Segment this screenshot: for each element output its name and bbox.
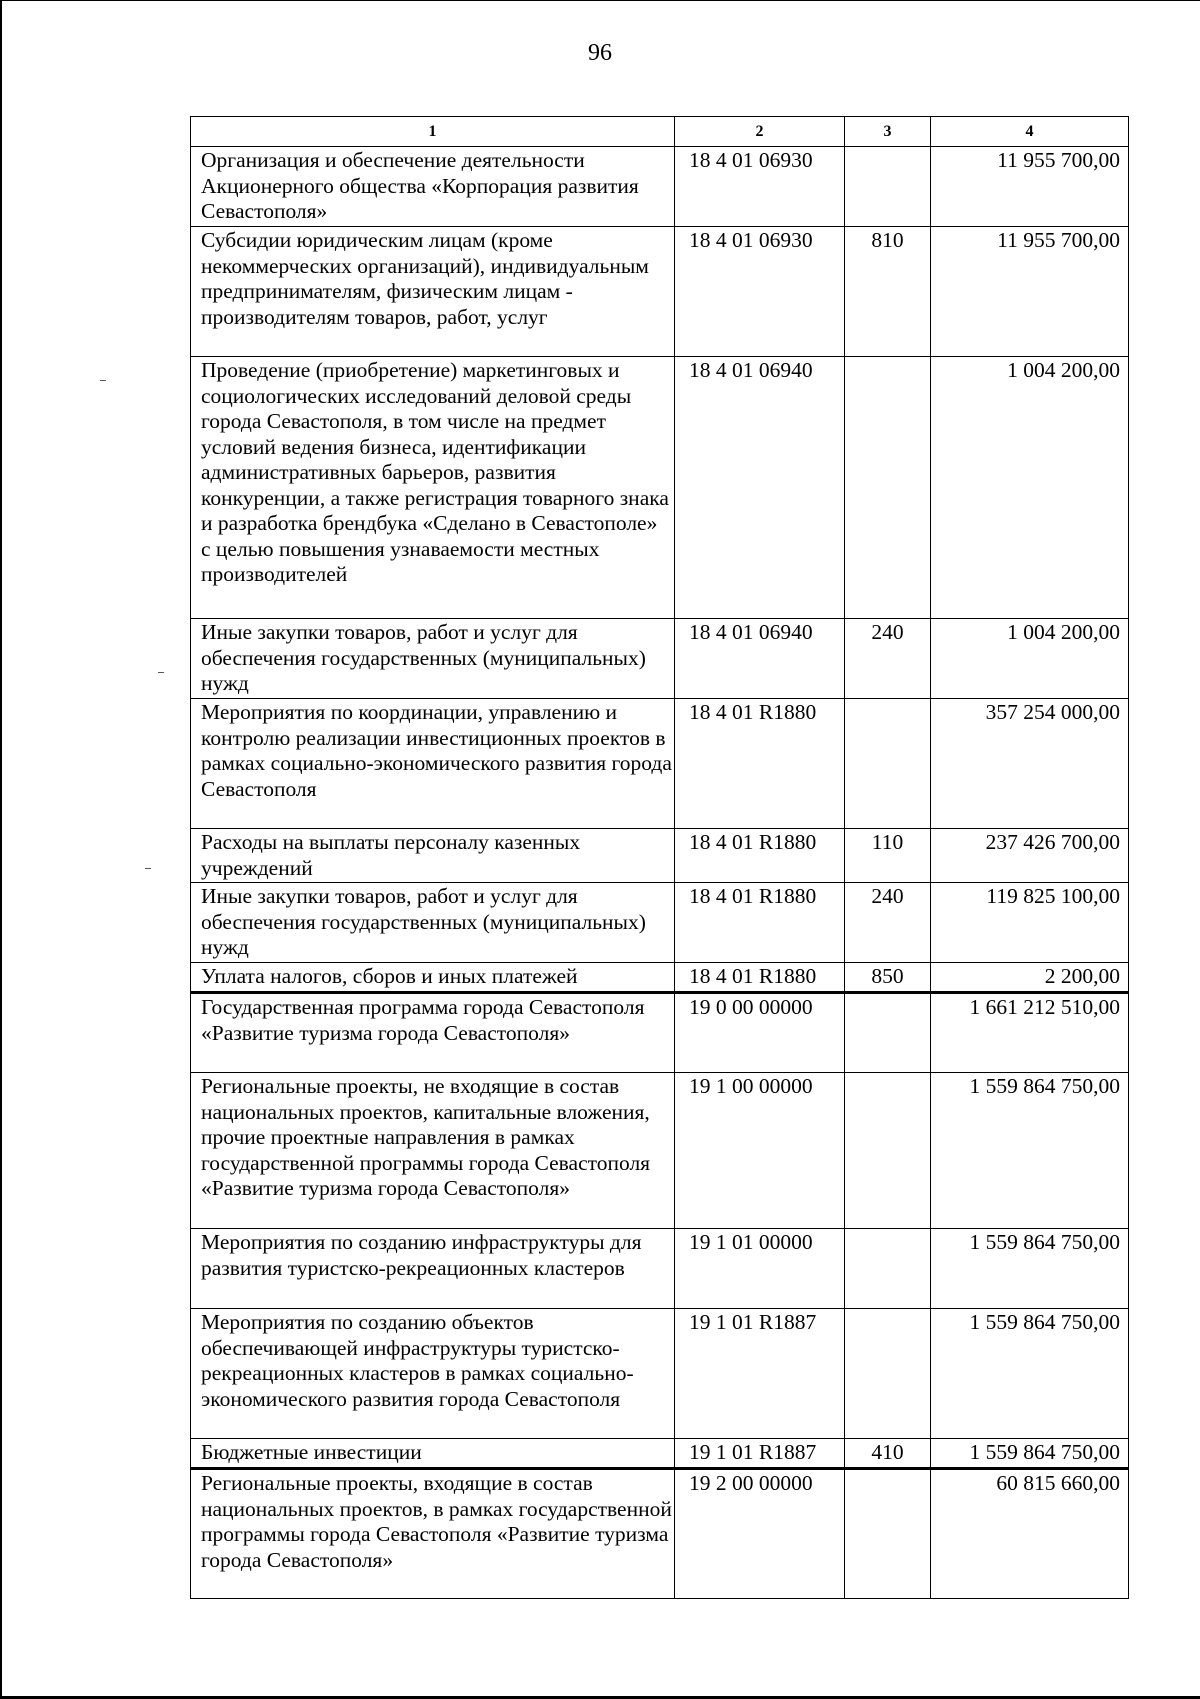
row-amount: 11 955 700,00 [931,227,1129,357]
row-code: 18 4 01 06940 [675,619,845,699]
row-name: Мероприятия по созданию объектов обеспечивающей инфраструктуры туристско-рекреационных кластеров в рамках социально-экономического развития города Севастополя [191,1309,675,1439]
table-row [191,829,1129,883]
row-name: Иные закупки товаров, работ и услуг для обеспечения государственных (муниципальных) нужд [191,883,675,963]
row-name: Субсидии юридическим лицам (кроме некоммерческих организаций), индивидуальным предпринимателям, физическим лицам - производителям товаров, работ, услуг [191,227,675,357]
row-name: Проведение (приобретение) маркетинговых и социологических исследований деловой среды города Севастополя, в том числе на предмет условий ведения бизнеса, идентификации административных барьеров, развития конкуренции, а также регистрация товарного знака и разработка брендбука «Сделано в Севастополе» с целью повышения узнаваемости местных производителей [191,357,675,619]
table-row [191,147,1129,227]
scan-speck [100,380,106,381]
row-amount: 1 559 864 750,00 [931,1439,1129,1469]
row-name: Региональные проекты, не входящие в состав национальных проектов, капитальные вложения, прочие проектные направления в рамках государственной программы города Севастополя «Развитие туризма города Севастополя» [191,1073,675,1229]
row-name: Региональные проекты, входящие в состав национальных проектов, в рамках государственной программы города Севастополя «Развитие туризма города Севастополя» [191,1469,675,1599]
row-amount: 11 955 700,00 [931,147,1129,227]
scan-speck [158,672,164,673]
row-amount: 2 200,00 [931,963,1129,993]
row-expense-type [845,147,931,227]
row-name: Уплата налогов, сборов и иных платежей [191,963,675,993]
table-row [191,1439,1129,1469]
column-header-4: 4 [931,117,1129,147]
table-row [191,619,1129,699]
row-name: Расходы на выплаты персоналу казенных учреждений [191,829,675,883]
row-code: 19 2 00 00000 [675,1469,845,1599]
row-code: 18 4 01 R1880 [675,829,845,883]
table-row [191,1229,1129,1309]
row-amount: 1 559 864 750,00 [931,1309,1129,1439]
row-amount: 1 559 864 750,00 [931,1073,1129,1229]
row-expense-type [845,357,931,619]
row-name: Мероприятия по созданию инфраструктуры для развития туристско-рекреационных кластеров [191,1229,675,1309]
row-code: 18 4 01 R1880 [675,699,845,829]
row-amount: 1 661 212 510,00 [931,993,1129,1073]
row-code: 18 4 01 R1880 [675,963,845,993]
row-code: 18 4 01 R1880 [675,883,845,963]
row-code: 19 1 01 R1887 [675,1309,845,1439]
row-name: Иные закупки товаров, работ и услуг для обеспечения государственных (муниципальных) нужд [191,619,675,699]
row-name: Государственная программа города Севастополя «Развитие туризма города Севастополя» [191,993,675,1073]
scan-speck [145,868,151,869]
column-header-2: 2 [675,117,845,147]
row-expense-type [845,993,931,1073]
table-row [191,699,1129,829]
column-header-3: 3 [845,117,931,147]
table-row [191,1469,1129,1599]
row-name: Мероприятия по координации, управлению и контролю реализации инвестиционных проектов в рамках социально-экономического развития города Севастополя [191,699,675,829]
row-amount: 119 825 100,00 [931,883,1129,963]
row-amount: 1 004 200,00 [931,357,1129,619]
table-row [191,963,1129,993]
table-row [191,357,1129,619]
row-code: 19 1 00 00000 [675,1073,845,1229]
row-amount: 237 426 700,00 [931,829,1129,883]
row-expense-type [845,1309,931,1439]
page-number: 96 [588,40,612,66]
row-expense-type: 850 [845,963,931,993]
row-expense-type: 110 [845,829,931,883]
row-name: Организация и обеспечение деятельности Акционерного общества «Корпорация развития Севастополя» [191,147,675,227]
row-amount: 60 815 660,00 [931,1469,1129,1599]
row-amount: 1 004 200,00 [931,619,1129,699]
row-amount: 357 254 000,00 [931,699,1129,829]
row-expense-type: 410 [845,1439,931,1469]
row-expense-type: 240 [845,619,931,699]
table-row [191,1073,1129,1229]
column-header-1: 1 [191,117,675,147]
table-row [191,227,1129,357]
row-code: 19 0 00 00000 [675,993,845,1073]
row-name: Бюджетные инвестиции [191,1439,675,1469]
table-row [191,883,1129,963]
row-expense-type: 810 [845,227,931,357]
row-expense-type [845,1073,931,1229]
budget-table [190,116,1129,1599]
table-row [191,993,1129,1073]
row-code: 18 4 01 06940 [675,357,845,619]
row-amount: 1 559 864 750,00 [931,1229,1129,1309]
table-header-row [191,117,1129,147]
row-code: 18 4 01 06930 [675,227,845,357]
row-expense-type [845,699,931,829]
row-code: 19 1 01 00000 [675,1229,845,1309]
row-expense-type [845,1469,931,1599]
table-row [191,1309,1129,1439]
row-code: 19 1 01 R1887 [675,1439,845,1469]
row-expense-type: 240 [845,883,931,963]
row-code: 18 4 01 06930 [675,147,845,227]
row-expense-type [845,1229,931,1309]
